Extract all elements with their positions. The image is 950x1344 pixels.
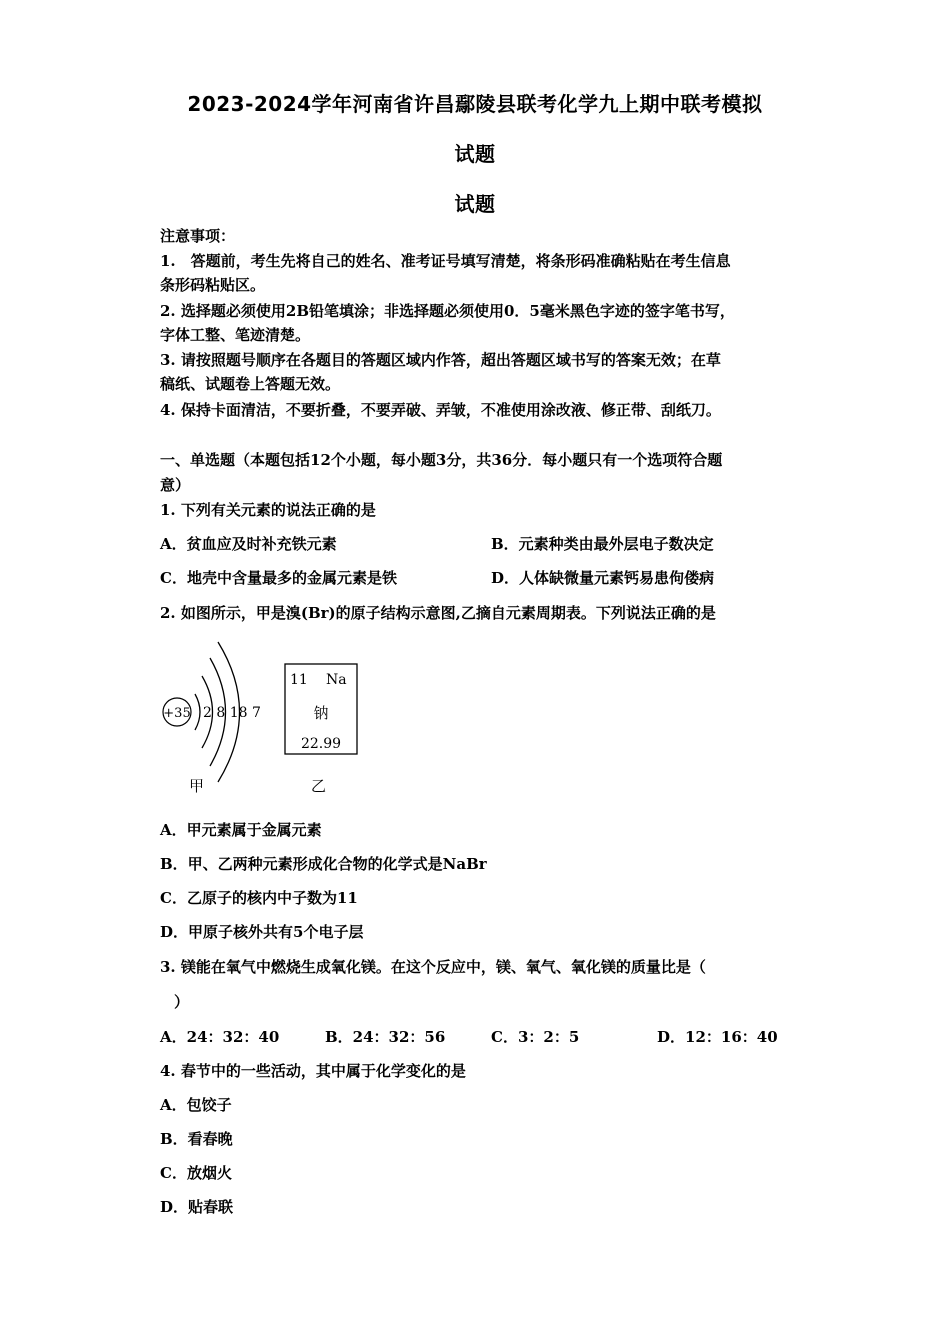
q1-option-a: A．贫血应及时补充铁元素	[160, 535, 337, 553]
notice-item-2a: 2. 选择题必须使用2B铅笔填涂；非选择题必须使用0．5毫米黑色字迹的签字笔书写，	[160, 302, 735, 320]
q4-option-b: B．看春晚	[160, 1130, 233, 1148]
q2-option-a: A．甲元素属于金属元素	[160, 821, 322, 839]
page-title-line2: 试题	[454, 142, 496, 166]
q2-figure	[155, 636, 375, 801]
shell-electron-counts: 2 8 18 7	[203, 705, 261, 721]
element-symbol: Na	[326, 672, 347, 688]
atomic-number: 11	[290, 672, 308, 688]
notice-item-1b: 条形码粘贴区。	[160, 276, 266, 294]
q4-option-a: A．包饺子	[160, 1096, 232, 1114]
page-title-line3: 试题	[454, 192, 496, 216]
q2-option-b: B．甲、乙两种元素形成化合物的化学式是NaBr	[160, 855, 487, 873]
q2-stem: 2. 如图所示，甲是溴(Br)的原子结构示意图,乙摘自元素周期表。下列说法正确的是	[160, 604, 716, 622]
notice-item-3b: 稿纸、试题卷上答题无效。	[160, 375, 341, 393]
q1-option-d: D．人体缺微量元素钙易患佝偻病	[491, 569, 715, 587]
q2-option-d: D．甲原子核外共有5个电子层	[160, 923, 364, 941]
notice-item-3a: 3. 请按照题号顺序在各题目的答题区域内作答，超出答题区域书写的答案无效；在草	[160, 351, 721, 369]
q3-option-a: A．24：32：40	[160, 1028, 280, 1046]
q3-option-d: D．12：16：40	[657, 1028, 778, 1046]
notice-item-1a: 1. 答题前，考生先将自己的姓名、准考证号填写清楚，将条形码准确粘贴在考生信息	[160, 252, 731, 270]
q4-option-c: C．放烟火	[160, 1164, 232, 1182]
label-jia: 甲	[189, 777, 205, 795]
q2-option-c: C．乙原子的核内中子数为11	[160, 889, 358, 907]
notice-heading: 注意事项：	[160, 227, 236, 245]
q3-stem-a: 3. 镁能在氧气中燃烧生成氧化镁。在这个反应中，镁、氧气、氧化镁的质量比是（	[160, 958, 706, 976]
section-heading-a: 一、单选题（本题包括12个小题，每小题3分，共36分．每小题只有一个选项符合题	[160, 451, 723, 469]
q1-stem: 1. 下列有关元素的说法正确的是	[160, 501, 376, 519]
label-yi: 乙	[311, 777, 327, 795]
element-name: 钠	[313, 704, 329, 722]
notice-item-2b: 字体工整、笔迹清楚。	[160, 326, 311, 344]
q3-stem-b: ）	[174, 993, 190, 1011]
atomic-mass: 22.99	[300, 736, 342, 752]
q1-option-b: B．元素种类由最外层电子数决定	[491, 535, 714, 553]
notice-item-4: 4. 保持卡面清洁，不要折叠，不要弄破、弄皱，不准使用涂改液、修正带、刮纸刀。	[160, 401, 721, 419]
q1-option-c: C．地壳中含量最多的金属元素是铁	[160, 569, 397, 587]
q3-option-c: C．3：2：5	[491, 1028, 580, 1046]
section-heading-b: 意）	[160, 476, 191, 494]
q3-option-b: B．24：32：56	[325, 1028, 446, 1046]
q4-stem: 4. 春节中的一些活动，其中属于化学变化的是	[160, 1062, 466, 1080]
q4-option-d: D．贴春联	[160, 1198, 234, 1216]
nucleus-charge: +35	[163, 706, 191, 721]
page-title-line1: 2023-2024学年河南省许昌鄢陵县联考化学九上期中联考模拟	[187, 92, 763, 116]
electron-shell-1	[195, 694, 200, 730]
